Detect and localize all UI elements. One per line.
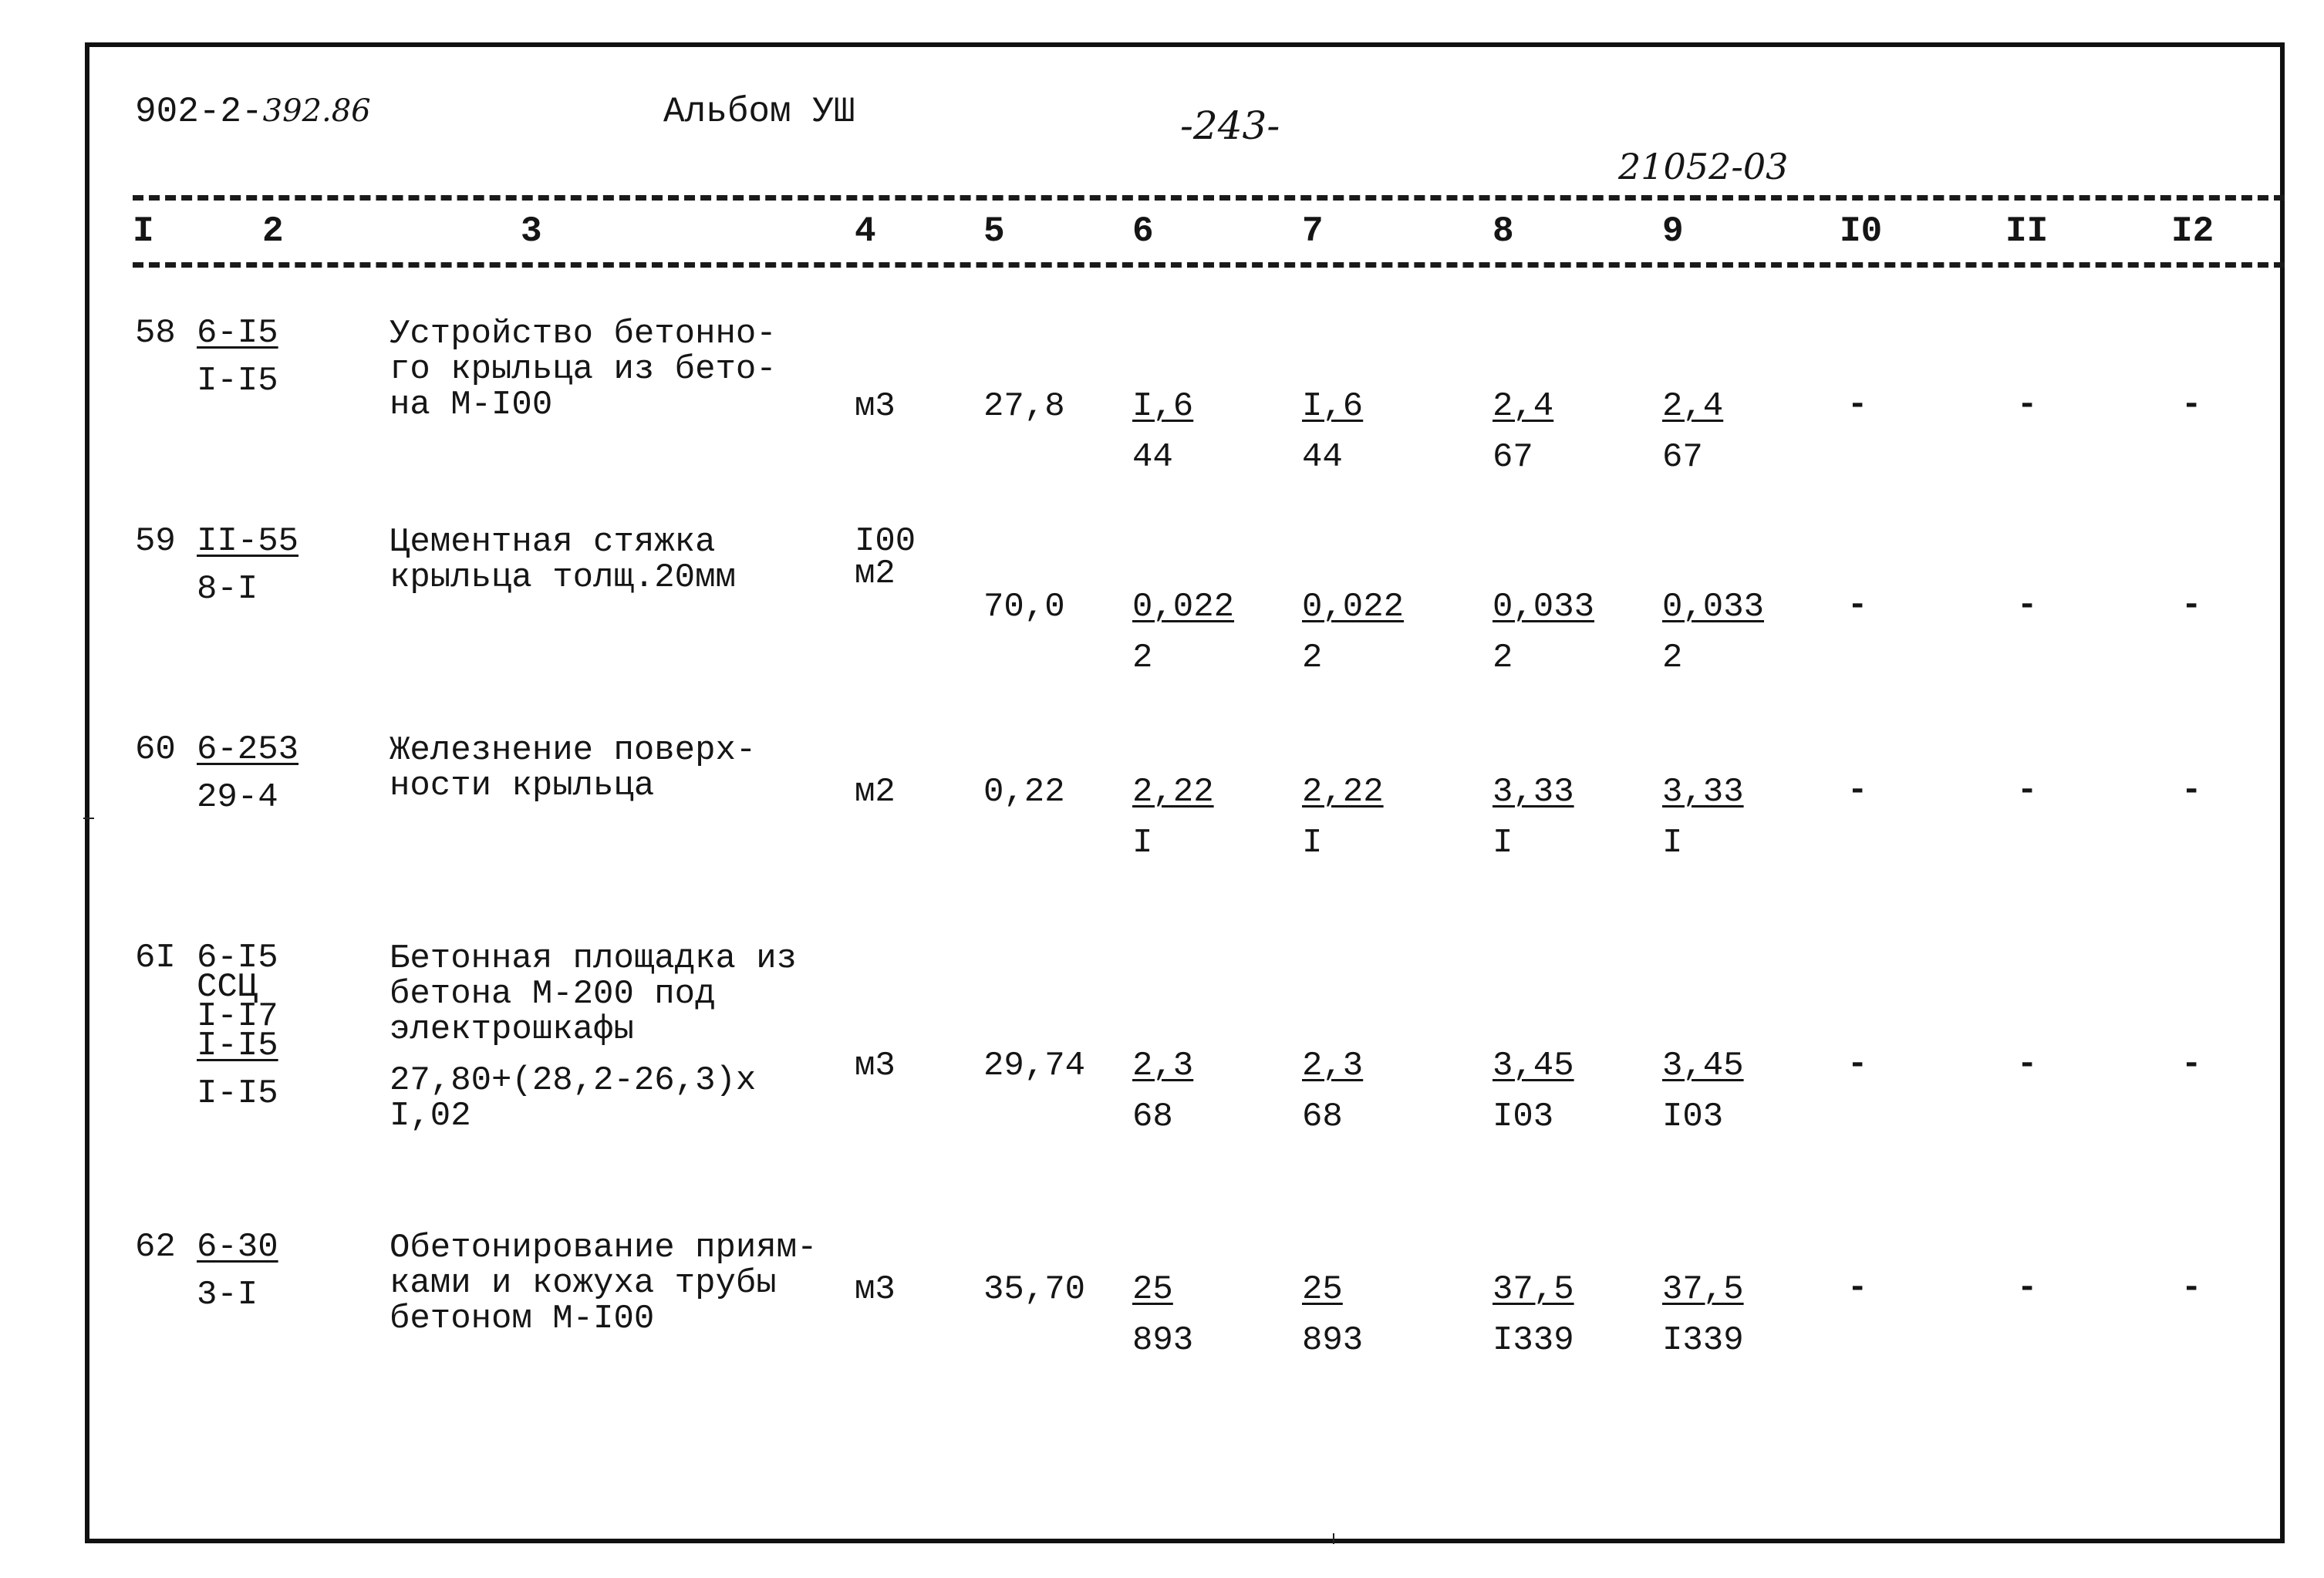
col-9-denominator: 67 — [1662, 438, 1703, 477]
column-number-6: 6 — [1132, 211, 1154, 251]
col-9-numerator: 3,45 — [1662, 1047, 1744, 1085]
norm-code-line: 8-I — [197, 570, 258, 609]
work-description: Цементная стяжка крыльца толщ.20мм — [390, 523, 736, 597]
quantity-value: 35,70 — [983, 1270, 1086, 1309]
col-7-numerator: 2,3 — [1302, 1047, 1364, 1085]
unit-of-measure: м2 — [855, 555, 896, 593]
row-number: 62 — [135, 1228, 176, 1266]
column-number-3: 3 — [521, 211, 542, 251]
norm-code-line: 29-4 — [197, 778, 278, 817]
norm-code-line: I-I5 — [197, 1074, 278, 1113]
norm-code-line: ССЦ — [197, 968, 258, 1006]
norm-code-line: 3-I — [197, 1276, 258, 1314]
norm-code-line: I-I5 — [197, 362, 278, 400]
norm-code-line: II-55 — [197, 522, 299, 561]
col-9-denominator: I339 — [1662, 1321, 1744, 1360]
col-11-empty-dash: - — [2017, 771, 2038, 810]
col-6-denominator: 68 — [1132, 1098, 1173, 1136]
col-6-denominator: 44 — [1132, 438, 1173, 477]
work-description: Бетонная площадка из бетона М-200 под электрошкафы — [390, 939, 798, 1049]
col-8-denominator: 2 — [1493, 639, 1513, 677]
col-8-denominator: I339 — [1493, 1321, 1574, 1360]
col-12-empty-dash: - — [2181, 771, 2202, 810]
col-8-numerator: 2,4 — [1493, 387, 1554, 426]
col-10-empty-dash: - — [1847, 1045, 1868, 1084]
col-9-numerator: 3,33 — [1662, 773, 1744, 811]
column-number-11: II — [2005, 211, 2049, 251]
quantity-value: 0,22 — [983, 773, 1065, 811]
col-6-denominator: 893 — [1132, 1321, 1194, 1360]
col-6-numerator: 2,3 — [1132, 1047, 1194, 1085]
col-6-denominator: I — [1132, 824, 1153, 862]
unit-of-measure: м3 — [855, 1047, 896, 1085]
doc-code-prefix: 902-2- — [135, 92, 263, 132]
page-number: -243- — [1180, 103, 1280, 148]
norm-code-line: 6-I5 — [197, 314, 278, 352]
col-10-empty-dash: - — [1847, 586, 1868, 625]
unit-of-measure: м3 — [855, 1270, 896, 1309]
col-11-empty-dash: - — [2017, 586, 2038, 625]
col-8-numerator: 3,45 — [1493, 1047, 1574, 1085]
col-11-empty-dash: - — [2017, 1269, 2038, 1307]
column-number-7: 7 — [1302, 211, 1324, 251]
col-7-denominator: 68 — [1302, 1098, 1343, 1136]
col-6-denominator: 2 — [1132, 639, 1153, 677]
col-9-denominator: 2 — [1662, 639, 1683, 677]
column-number-9: 9 — [1662, 211, 1684, 251]
column-number-8: 8 — [1493, 211, 1514, 251]
column-number-4: 4 — [855, 211, 876, 251]
norm-code-line: I-I7 — [197, 997, 278, 1036]
column-number-12: I2 — [2171, 211, 2214, 251]
norm-code-line: 6-30 — [197, 1228, 278, 1266]
norm-code-line: 6-I5 — [197, 939, 278, 977]
col-7-denominator: I — [1302, 824, 1323, 862]
col-8-denominator: I03 — [1493, 1098, 1554, 1136]
column-number-1: I — [133, 211, 154, 251]
stamp-number: 21052-03 — [1618, 146, 1789, 187]
column-number-2: 2 — [262, 211, 284, 251]
unit-of-measure: м3 — [855, 387, 896, 426]
col-7-denominator: 893 — [1302, 1321, 1364, 1360]
col-11-empty-dash: - — [2017, 1045, 2038, 1084]
col-8-numerator: 37,5 — [1493, 1270, 1574, 1309]
frame-tick-mark — [1333, 1533, 1334, 1544]
unit-of-measure: I00 — [855, 522, 916, 561]
col-9-numerator: 37,5 — [1662, 1270, 1744, 1309]
col-8-numerator: 0,033 — [1493, 588, 1595, 626]
work-description: Железнение поверх- ности крыльца — [390, 731, 757, 805]
row-number: 59 — [135, 522, 176, 561]
header-rule-top — [133, 195, 2285, 201]
col-7-numerator: 0,022 — [1302, 588, 1405, 626]
row-number: 60 — [135, 730, 176, 769]
norm-code-line: I-I5 — [197, 1027, 278, 1065]
col-7-denominator: 2 — [1302, 639, 1323, 677]
norm-code-line: 6-253 — [197, 730, 299, 769]
col-8-denominator: I — [1493, 824, 1513, 862]
col-12-empty-dash: - — [2181, 1269, 2202, 1307]
col-6-numerator: I,6 — [1132, 387, 1194, 426]
col-9-denominator: I03 — [1662, 1098, 1724, 1136]
row-number: 58 — [135, 314, 176, 352]
col-6-numerator: 2,22 — [1132, 773, 1214, 811]
doc-code — [135, 94, 371, 130]
col-10-empty-dash: - — [1847, 386, 1868, 424]
quantity-value: 29,74 — [983, 1047, 1086, 1085]
col-7-numerator: 25 — [1302, 1270, 1343, 1309]
column-number-10: I0 — [1840, 211, 1883, 251]
col-12-empty-dash: - — [2181, 1045, 2202, 1084]
work-description: Устройство бетонно- го крыльца из бето- на М-I00 — [390, 315, 777, 424]
col-8-denominator: 67 — [1493, 438, 1533, 477]
col-7-denominator: 44 — [1302, 438, 1343, 477]
column-number-5: 5 — [983, 211, 1005, 251]
col-10-empty-dash: - — [1847, 1269, 1868, 1307]
doc-code-handwritten: 392.86 — [262, 93, 371, 129]
col-10-empty-dash: - — [1847, 771, 1868, 810]
col-12-empty-dash: - — [2181, 586, 2202, 625]
col-7-numerator: 2,22 — [1302, 773, 1384, 811]
col-11-empty-dash: - — [2017, 386, 2038, 424]
col-9-numerator: 2,4 — [1662, 387, 1724, 426]
col-12-empty-dash: - — [2181, 386, 2202, 424]
col-9-denominator: I — [1662, 824, 1683, 862]
col-6-numerator: 0,022 — [1132, 588, 1235, 626]
quantity-value: 27,8 — [983, 387, 1065, 426]
col-8-numerator: 3,33 — [1493, 773, 1574, 811]
album-title: Альбом УШ — [663, 92, 855, 132]
frame-tick-mark-left — [83, 818, 94, 819]
quantity-value: 70,0 — [983, 588, 1065, 626]
col-9-numerator: 0,033 — [1662, 588, 1765, 626]
col-6-numerator: 25 — [1132, 1270, 1173, 1309]
col-7-numerator: I,6 — [1302, 387, 1364, 426]
quantity-formula: 27,80+(28,2-26,3)x I,02 — [390, 1061, 757, 1135]
row-number: 6I — [135, 939, 176, 977]
unit-of-measure: м2 — [855, 773, 896, 811]
work-description: Обетонирование приям- ками и кожуха трубы бетоном М-I00 — [390, 1229, 818, 1338]
header-rule-bottom — [133, 262, 2285, 268]
